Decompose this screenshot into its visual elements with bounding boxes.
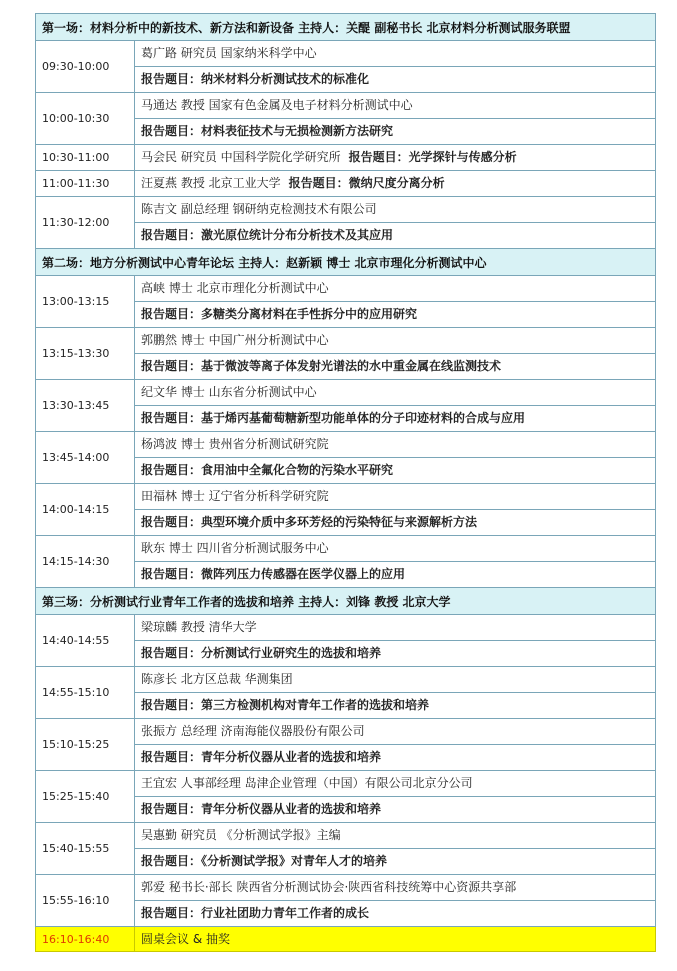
speaker-info: 郭鹏然 博士 中国广州分析测试中心 bbox=[135, 328, 655, 354]
talk-title: 报告题目：纳米材料分析测试技术的标准化 bbox=[141, 72, 370, 86]
speaker-info: 梁琼麟 教授 清华大学 bbox=[135, 615, 655, 641]
talk-time: 13:00-13:15 bbox=[36, 276, 135, 328]
talk-title: 报告题目：微纳尺度分离分析 bbox=[288, 176, 445, 190]
closing-row bbox=[36, 927, 656, 952]
speaker-info: 杨鸿波 博士 贵州省分析测试研究院 bbox=[135, 432, 655, 458]
talk-row bbox=[36, 276, 656, 328]
speaker-info: 吴惠勤 研究员 《分析测试学报》主编 bbox=[135, 823, 655, 849]
talk-time: 13:45-14:00 bbox=[36, 432, 135, 484]
talk-title: 报告题目：青年分析仪器从业者的选拔和培养 bbox=[141, 802, 382, 816]
talk-row bbox=[36, 536, 656, 588]
speaker-info: 纪文华 博士 山东省分析测试中心 bbox=[135, 380, 655, 406]
talk-row bbox=[36, 328, 656, 380]
speaker-info: 汪夏燕 教授 北京工业大学 bbox=[141, 176, 281, 190]
talk-title: 报告题目：典型环境介质中多环芳烃的污染特征与来源解析方法 bbox=[141, 515, 478, 529]
talk-row bbox=[36, 667, 656, 719]
talk-title: 报告题目：光学探针与传感分析 bbox=[348, 150, 517, 164]
talk-title: 报告题目：分析测试行业研究生的选拔和培养 bbox=[141, 646, 382, 660]
talk-row bbox=[36, 615, 656, 667]
speaker-info: 陈彦长 北方区总裁 华测集团 bbox=[135, 667, 655, 693]
session-header: 第二场：地方分析测试中心青年论坛 主持人：赵新颖 博士 北京市理化分析测试中心 bbox=[36, 249, 656, 276]
talk-row bbox=[36, 771, 656, 823]
session-header: 第三场：分析测试行业青年工作者的选拔和培养 主持人：刘锋 教授 北京大学 bbox=[36, 588, 656, 615]
speaker-info: 张振方 总经理 济南海能仪器股份有限公司 bbox=[135, 719, 655, 745]
talk-title: 报告题目：基于微波等离子体发射光谱法的水中重金属在线监测技术 bbox=[141, 359, 502, 373]
talk-time: 13:15-13:30 bbox=[36, 328, 135, 380]
talk-time: 10:00-10:30 bbox=[36, 93, 135, 145]
session-header-row bbox=[36, 588, 656, 615]
talk-time: 14:55-15:10 bbox=[36, 667, 135, 719]
talk-row bbox=[36, 41, 656, 93]
speaker-info: 田福林 博士 辽宁省分析科学研究院 bbox=[135, 484, 655, 510]
talk-row bbox=[36, 145, 656, 171]
talk-title: 报告题目：食用油中全氟化合物的污染水平研究 bbox=[141, 463, 394, 477]
talk-time: 15:10-15:25 bbox=[36, 719, 135, 771]
talk-title: 报告题目：《分析测试学报》对青年人才的培养 bbox=[141, 854, 388, 868]
talk-time: 13:30-13:45 bbox=[36, 380, 135, 432]
talk-row bbox=[36, 719, 656, 771]
talk-time: 14:40-14:55 bbox=[36, 615, 135, 667]
speaker-info: 马会民 研究员 中国科学院化学研究所 bbox=[141, 150, 341, 164]
talk-time: 14:00-14:15 bbox=[36, 484, 135, 536]
talk-row bbox=[36, 484, 656, 536]
talk-title: 报告题目：基于烯丙基葡萄糖新型功能单体的分子印迹材料的合成与应用 bbox=[141, 411, 526, 425]
talk-title: 报告题目：青年分析仪器从业者的选拔和培养 bbox=[141, 750, 382, 764]
talk-row bbox=[36, 823, 656, 875]
speaker-info: 郭爱 秘书长·部长 陕西省分析测试协会·陕西省科技统筹中心资源共享部 bbox=[135, 875, 655, 901]
closing-label: 圆桌会议 & 抽奖 bbox=[141, 932, 230, 946]
session-header-row bbox=[36, 14, 656, 41]
talk-time: 14:15-14:30 bbox=[36, 536, 135, 588]
talk-title: 报告题目：材料表征技术与无损检测新方法研究 bbox=[141, 124, 394, 138]
speaker-info: 王宜宏 人事部经理 岛津企业管理（中国）有限公司北京分公司 bbox=[135, 771, 655, 797]
talk-row bbox=[36, 380, 656, 432]
talk-row bbox=[36, 875, 656, 927]
talk-time: 09:30-10:00 bbox=[36, 41, 135, 93]
closing-time: 16:10-16:40 bbox=[36, 927, 135, 952]
schedule-table bbox=[35, 13, 656, 952]
talk-title: 报告题目：行业社团助力青年工作者的成长 bbox=[141, 906, 370, 920]
talk-title: 报告题目：激光原位统计分布分析技术及其应用 bbox=[141, 228, 394, 242]
talk-time: 15:25-15:40 bbox=[36, 771, 135, 823]
talk-time: 10:30-11:00 bbox=[36, 145, 135, 171]
speaker-info: 高峡 博士 北京市理化分析测试中心 bbox=[135, 276, 655, 302]
speaker-info: 耿东 博士 四川省分析测试服务中心 bbox=[135, 536, 655, 562]
talk-title: 报告题目：多糖类分离材料在手性拆分中的应用研究 bbox=[141, 307, 418, 321]
speaker-info: 马通达 教授 国家有色金属及电子材料分析测试中心 bbox=[135, 93, 655, 119]
talk-row bbox=[36, 432, 656, 484]
talk-row bbox=[36, 93, 656, 145]
talk-time: 15:55-16:10 bbox=[36, 875, 135, 927]
talk-title: 报告题目：第三方检测机构对青年工作者的选拔和培养 bbox=[141, 698, 430, 712]
talk-time: 11:00-11:30 bbox=[36, 171, 135, 197]
talk-row bbox=[36, 171, 656, 197]
speaker-info: 陈吉文 副总经理 钢研纳克检测技术有限公司 bbox=[135, 197, 655, 223]
session-header-row bbox=[36, 249, 656, 276]
talk-title: 报告题目：微阵列压力传感器在医学仪器上的应用 bbox=[141, 567, 406, 581]
talk-row bbox=[36, 197, 656, 249]
speaker-info: 葛广路 研究员 国家纳米科学中心 bbox=[135, 41, 655, 67]
session-header: 第一场：材料分析中的新技术、新方法和新设备 主持人：关醍 副秘书长 北京材料分析测试服务联盟 bbox=[36, 14, 656, 41]
talk-time: 11:30-12:00 bbox=[36, 197, 135, 249]
talk-time: 15:40-15:55 bbox=[36, 823, 135, 875]
